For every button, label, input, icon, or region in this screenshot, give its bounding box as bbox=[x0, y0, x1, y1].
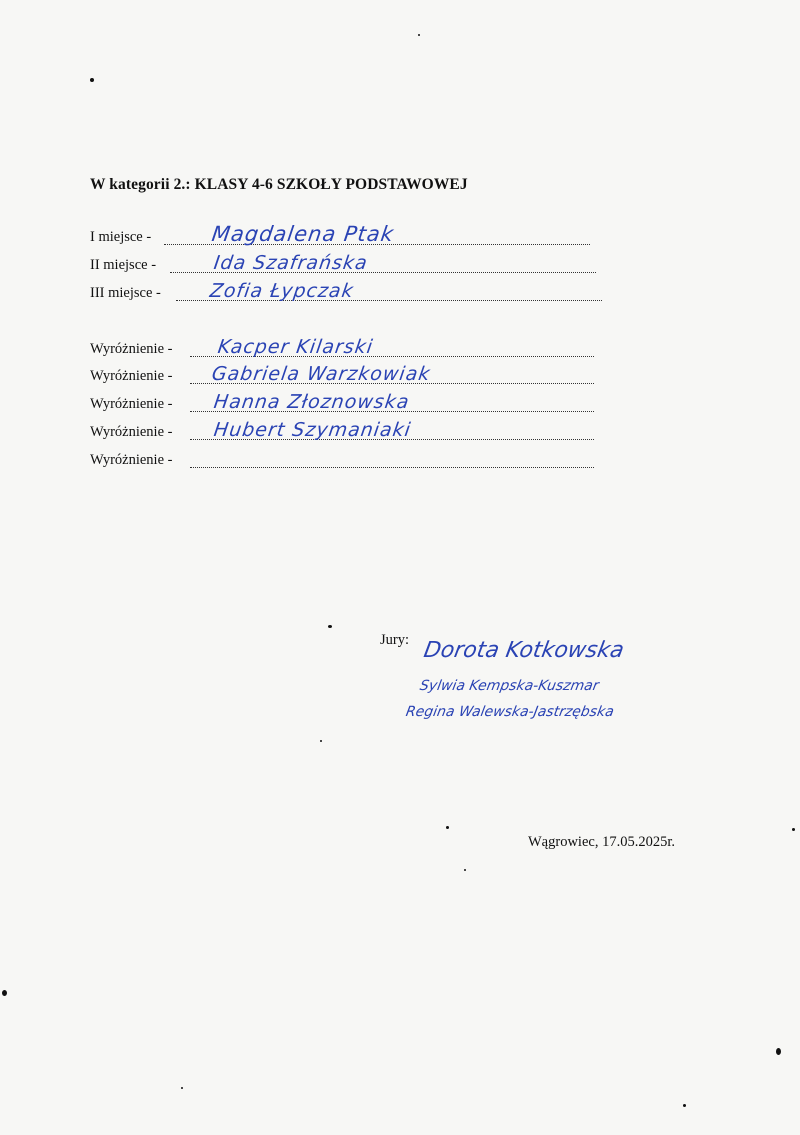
distinction-row-1 bbox=[90, 338, 594, 360]
scan-speck bbox=[683, 1104, 686, 1107]
handwritten-name: Magdalena Ptak bbox=[210, 222, 396, 246]
distinction-row-4 bbox=[90, 421, 594, 443]
scan-speck bbox=[464, 869, 466, 871]
distinction-row-3 bbox=[90, 393, 594, 415]
place-row-3 bbox=[90, 282, 602, 304]
place-label: II miejsce - bbox=[90, 257, 157, 273]
handwritten-name: Hubert Szymaniaki bbox=[212, 419, 413, 441]
scan-speck bbox=[792, 828, 795, 831]
scan-speck bbox=[320, 740, 322, 742]
distinction-label: Wyróżnienie - bbox=[90, 341, 173, 357]
place-row-1 bbox=[90, 222, 590, 248]
distinction-row-2 bbox=[90, 365, 594, 387]
jury-label: Jury: bbox=[380, 632, 409, 648]
dotted-line bbox=[190, 467, 594, 468]
handwritten-name: Ida Szafrańska bbox=[212, 252, 370, 274]
scan-speck bbox=[776, 1048, 781, 1055]
scan-speck bbox=[418, 34, 420, 36]
category-heading: W kategorii 2.: KLASY 4-6 SZKOŁY PODSTAWOWEJ bbox=[90, 176, 468, 193]
scan-speck bbox=[90, 78, 94, 82]
handwritten-name: Gabriela Warzkowiak bbox=[210, 363, 432, 385]
handwritten-name: Kacper Kilarski bbox=[216, 336, 375, 358]
distinction-row-5 bbox=[90, 449, 594, 471]
distinction-label: Wyróżnienie - bbox=[90, 396, 173, 412]
place-label: III miejsce - bbox=[90, 285, 161, 301]
jury-signature-3: Regina Walewska-Jastrzębska bbox=[404, 704, 616, 720]
distinction-label: Wyróżnienie - bbox=[90, 452, 173, 468]
handwritten-name: Zofia Łypczak bbox=[208, 280, 356, 302]
place-label: I miejsce - bbox=[90, 229, 152, 245]
place-date: Wągrowiec, 17.05.2025r. bbox=[528, 834, 675, 850]
scan-speck bbox=[446, 826, 449, 829]
distinction-label: Wyróżnienie - bbox=[90, 424, 173, 440]
distinction-label: Wyróżnienie - bbox=[90, 368, 173, 384]
scan-speck bbox=[181, 1087, 183, 1089]
scan-speck bbox=[2, 990, 7, 996]
jury-signature-1: Dorota Kotkowska bbox=[421, 638, 626, 663]
jury-signature-2: Sylwia Kempska-Kuszmar bbox=[418, 678, 600, 694]
handwritten-name: Hanna Złoznowska bbox=[212, 391, 412, 413]
scan-speck bbox=[328, 625, 332, 628]
place-row-2 bbox=[90, 254, 596, 276]
